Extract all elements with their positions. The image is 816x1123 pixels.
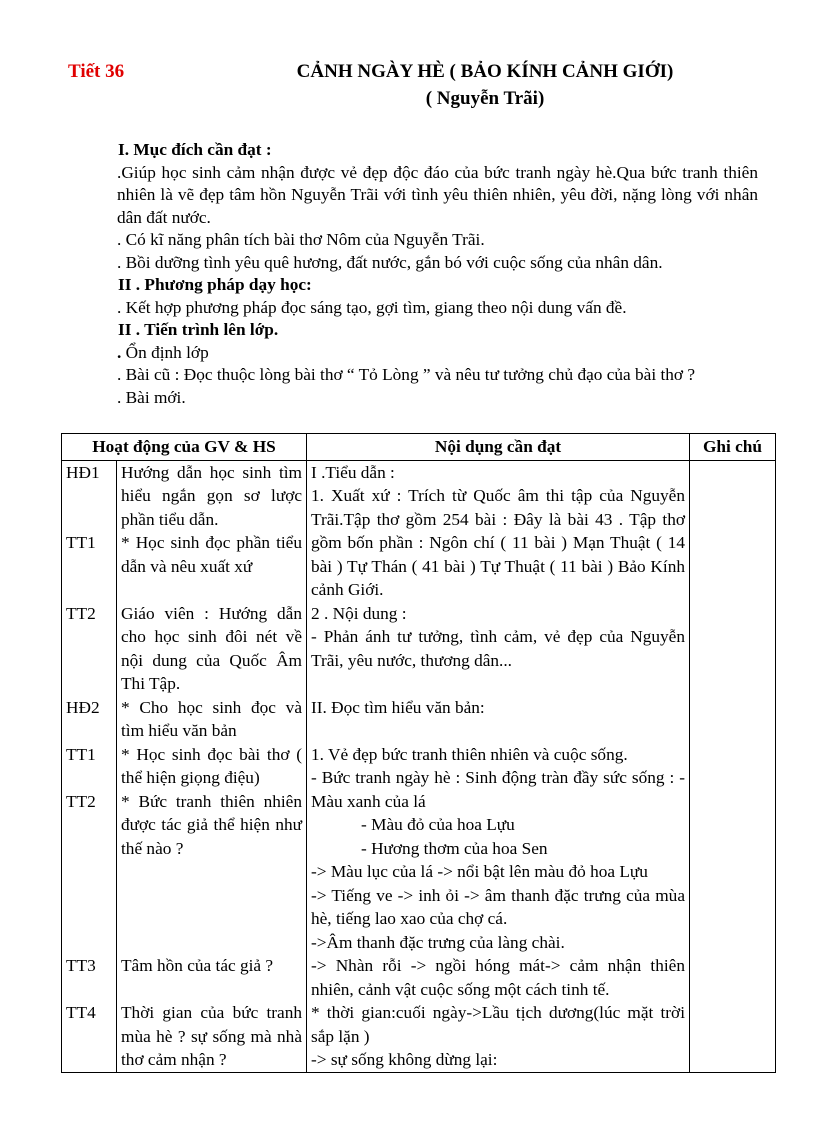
note-column bbox=[690, 460, 776, 1072]
table-header-row bbox=[62, 434, 776, 461]
code-tt2: TT2 bbox=[66, 791, 96, 811]
section-heading-methods: II . Phương pháp dạy học: bbox=[118, 275, 312, 294]
activity-tt3: Tâm hồn của tác giả ? bbox=[121, 956, 274, 975]
procedure-step-1-text: Ổn định lớp bbox=[121, 342, 209, 362]
content-line: - Bức tranh ngày hè : Sinh động tràn đầy sức sống : - Màu xanh của lá bbox=[311, 768, 685, 811]
objective-skill: . Có kĩ năng phân tích bài thơ Nôm của Nguyễn Trãi. bbox=[117, 230, 485, 249]
author-name: ( Nguyễn Trãi) bbox=[425, 88, 545, 109]
content-line: - Phản ánh tư tưởng, tình cảm, vẻ đẹp của Nguyễn Trãi, yêu nước, thương dân... bbox=[311, 627, 685, 670]
code-tt3: TT3 bbox=[66, 956, 96, 975]
content-line: 1. Xuất xứ : Trích từ Quốc âm thi tập của Nguyễn Trãi.Tập thơ gồm 254 bài : Đây là bài 43 . Tập thơ gồm bốn phần : Ngôn chí ( 11 bài ) Mạn Thuật ( 14 bài ) Tự Thán ( 41 bài ) Tự Thuật ( 11 bài ) Bảo Kính cảnh Giới. bbox=[311, 486, 685, 599]
code-tt1: TT1 bbox=[66, 744, 96, 764]
content-line: ->Âm thanh đặc trưng của làng chài. bbox=[311, 932, 565, 952]
content-line: -> Màu lục của lá -> nổi bật lên màu đỏ hoa Lựu bbox=[311, 862, 648, 881]
objective-paragraph: .Giúp học sinh cảm nhận được vẻ đẹp độc đáo của bức tranh ngày hè.Qua bức tranh thiên nhiên là vẽ đẹp tâm hồn Nguyễn Trãi với tình yêu thiên nhiên, yêu đời, nặng lòng với nhân dân đất nước. bbox=[117, 162, 758, 227]
content-line: 2 . Nội dung : bbox=[311, 603, 407, 623]
header-content: Nội dụng cần đạt bbox=[307, 434, 690, 461]
content-line: I .Tiểu dẫn : bbox=[311, 462, 395, 482]
activity-tt4: Thời gian của bức tranh mùa hè ? sự sống mà nhà thơ cảm nhận ? bbox=[121, 1003, 302, 1069]
lesson-title: CẢNH NGÀY HÈ ( BẢO KÍNH CẢNH GIỚI) bbox=[296, 61, 674, 82]
activity-hd2: * Cho học sinh đọc và tìm hiểu văn bản bbox=[121, 697, 302, 740]
code-tt2: TT2 bbox=[66, 603, 96, 623]
content-line: II. Đọc tìm hiểu văn bản: bbox=[311, 697, 485, 717]
activity-tt2: Giáo viên : Hướng dẫn cho học sinh đôi nét về nội dung của Quốc Âm Thi Tập. bbox=[121, 603, 302, 693]
lesson-intro bbox=[68, 139, 758, 409]
content-line: - Hương thơm của hoa Sen bbox=[361, 838, 548, 858]
content-line: 1. Vẻ đẹp bức tranh thiên nhiên và cuộc sống. bbox=[311, 744, 628, 764]
activity-tt1: * Học sinh đọc bài thơ ( thể hiện giọng điệu) bbox=[121, 744, 302, 787]
code-hd1: HĐ1 bbox=[66, 462, 100, 482]
lesson-plan-table bbox=[61, 433, 776, 1073]
content-line: -> Tiếng ve -> inh ỏi -> âm thanh đặc trưng của mùa hè, tiếng lao xao của chợ cá. bbox=[311, 885, 685, 928]
procedure-step-3: . Bài mới. bbox=[117, 387, 186, 407]
code-hd2: HĐ2 bbox=[66, 697, 100, 717]
activity-description-column bbox=[117, 460, 307, 1072]
content-line: * thời gian:cuối ngày->Lầu tịch dương(lúc mặt trời sắp lặn ) bbox=[311, 1003, 685, 1046]
objective-attitude: . Bồi dưỡng tình yêu quê hương, đất nước, gắn bó với cuộc sống của nhân dân. bbox=[117, 252, 663, 272]
activity-hd1: Hướng dẫn học sinh tìm hiểu ngắn gọn sơ lược phần tiểu dẫn. bbox=[121, 462, 302, 529]
activity-tt1: * Học sinh đọc phần tiểu dẫn và nêu xuất xứ bbox=[121, 533, 302, 576]
section-heading-objectives: I. Mục đích cần đạt : bbox=[118, 140, 272, 159]
methods-paragraph: . Kết hợp phương pháp đọc sáng tạo, gợi tìm, giang theo nội dung vấn đề. bbox=[117, 297, 627, 317]
code-tt4: TT4 bbox=[66, 1003, 96, 1022]
content-line: -> Nhàn rỗi -> ngồi hóng mát-> cảm nhận thiên nhiên, cảnh vật cuộc sống một cách tinh tế. bbox=[311, 956, 685, 999]
procedure-step-1 bbox=[68, 342, 758, 365]
activity-code-column bbox=[62, 460, 117, 1072]
header-activity: Hoạt động của GV & HS bbox=[62, 434, 307, 461]
procedure-step-2: . Bài cũ : Đọc thuộc lòng bài thơ “ Tỏ Lòng ” và nêu tư tưởng chủ đạo của bài thơ ? bbox=[117, 365, 696, 384]
header-note: Ghi chú bbox=[690, 434, 776, 461]
code-tt1: TT1 bbox=[66, 533, 96, 552]
section-heading-procedure: II . Tiến trình lên lớp. bbox=[118, 320, 279, 339]
lesson-number: Tiết 36 bbox=[68, 61, 125, 82]
content-line: -> sự sống không dừng lại: bbox=[311, 1050, 498, 1069]
bullet-dot: . bbox=[117, 342, 122, 362]
table-row bbox=[62, 460, 776, 1072]
content-column bbox=[307, 460, 690, 1072]
content-line: - Màu đỏ của hoa Lựu bbox=[361, 815, 515, 834]
activity-tt2: * Bức tranh thiên nhiên được tác giả thể hiện như thế nào ? bbox=[121, 791, 302, 858]
